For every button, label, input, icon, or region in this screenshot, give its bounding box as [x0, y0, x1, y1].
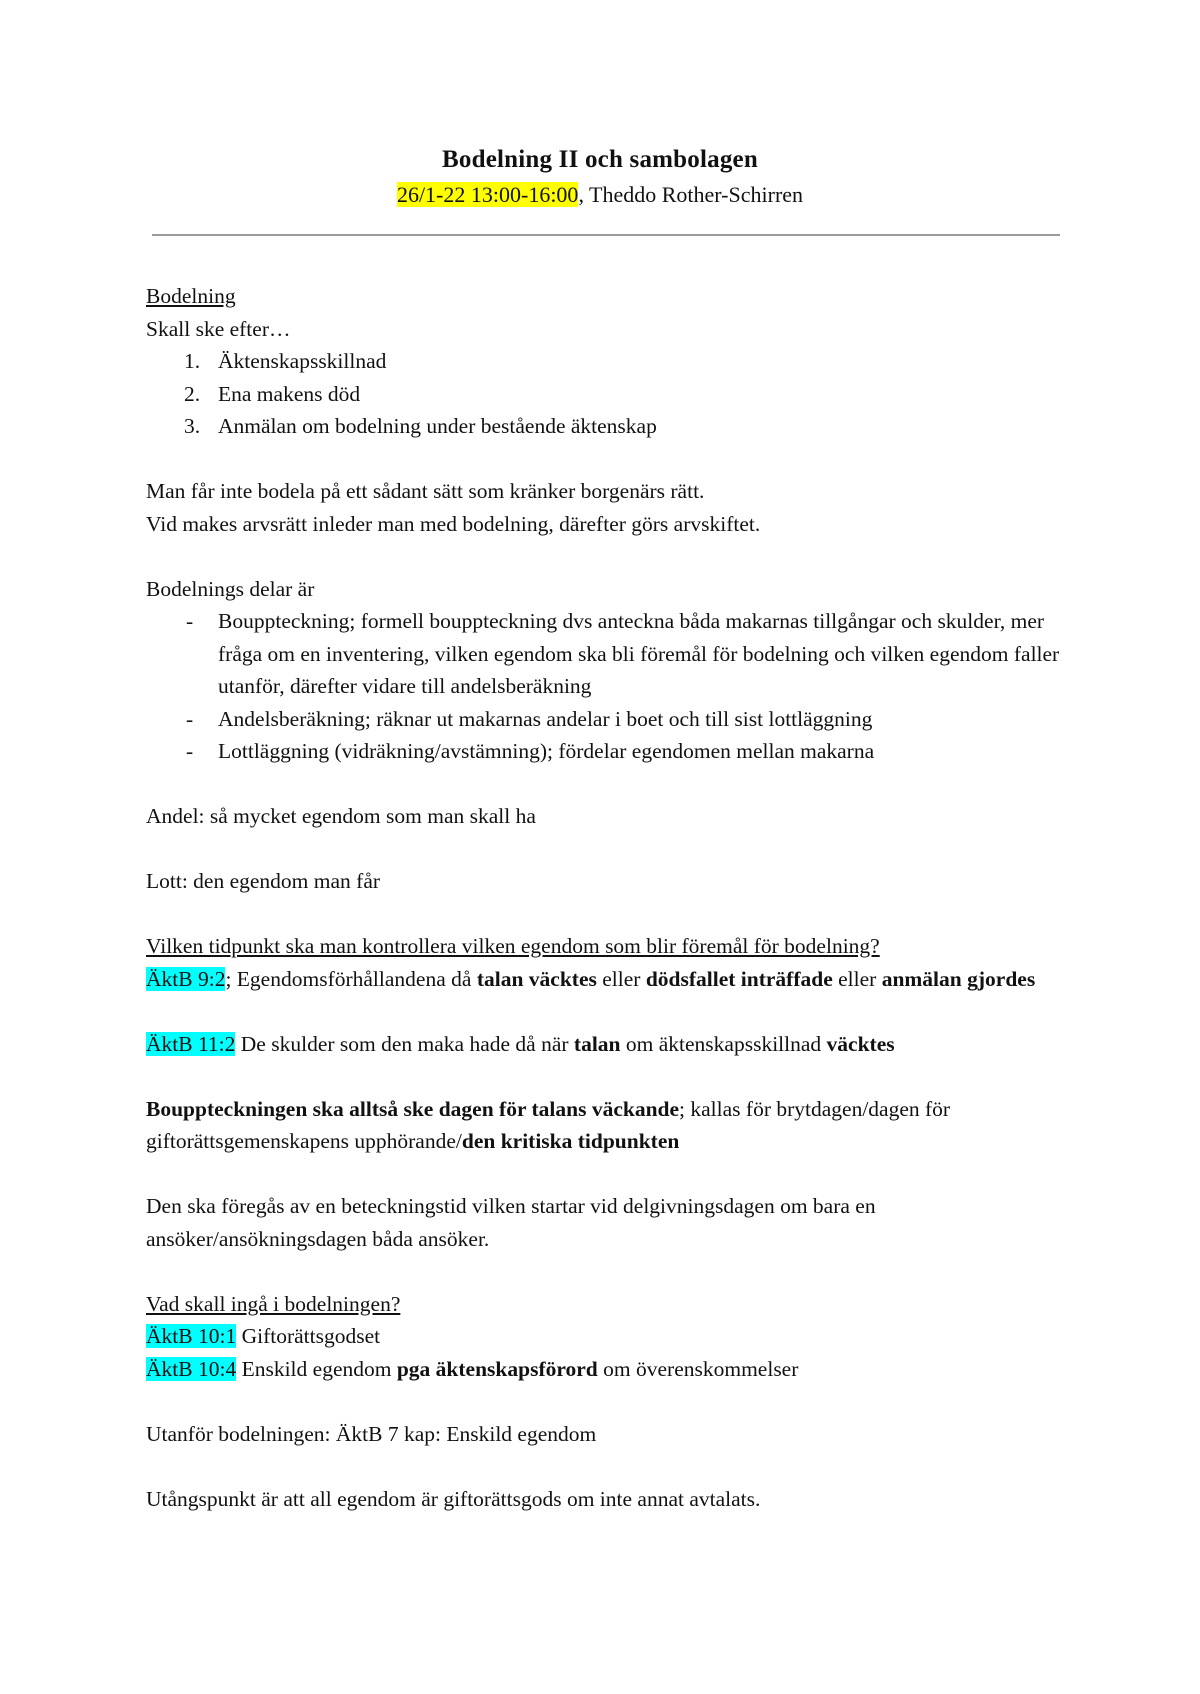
list-item: [146, 735, 1076, 768]
text-run: ; Egendomsförhållandena då: [225, 966, 477, 991]
law-reference: ÄktB 10:1: [146, 1324, 237, 1348]
date-time-highlight: 26/1-22 13:00-16:00: [396, 182, 579, 207]
law-reference: ÄktB 11:2: [146, 1031, 236, 1056]
bold-run: talan: [573, 1031, 621, 1056]
paragraph-aktb-10-1: [146, 1320, 1076, 1353]
list-item-text: Anmälan om bodelning under bestående äktenskap: [218, 414, 657, 438]
text-run: Giftorättsgodset: [236, 1324, 381, 1348]
list-item: [146, 703, 1076, 736]
skall-ske-text: Skall ske efter…: [146, 316, 291, 341]
heading-delar: Bodelnings delar är: [146, 576, 315, 601]
dash-marker: -: [186, 609, 194, 633]
heading-inga: Vad skall ingå i bodelningen?: [146, 1291, 401, 1316]
paragraph-utanfor: Utanför bodelningen: ÄktB 7 kap: Enskild egendom: [146, 1421, 597, 1446]
dash-marker: -: [186, 706, 194, 731]
paragraph-aktb-9-2: [146, 963, 1076, 996]
list-item-text: Ena makens död: [218, 381, 361, 406]
definition-andel: Andel: så mycket egendom som man skall ha: [146, 804, 536, 828]
bold-run: Bouppteckningen ska alltså ske dagen för talans väckande: [146, 1096, 680, 1121]
definition-lott: Lott: den egendom man får: [146, 869, 381, 893]
list-item: [146, 605, 1076, 703]
text-run: eller: [596, 966, 646, 991]
paragraph-utgangspunkt: Utångspunkt är att all egendom är giftorättsgods om inte annat avtalats.: [146, 1486, 761, 1511]
paragraph-beteckningstid: Den ska föregås av en beteckningstid vilken startar vid delgivningsdagen om bara en ansöker/ansökningsdagen båda ansöker.: [146, 1194, 876, 1251]
paragraph-aktb-10-4: [146, 1353, 1076, 1386]
list-number: 2.: [184, 381, 201, 406]
law-reference: ÄktB 10:4: [146, 1356, 237, 1381]
author: , Theddo Rother-Schirren: [578, 182, 804, 207]
list-item: [146, 378, 1076, 411]
numbered-list: [146, 345, 1076, 443]
bold-run: den kritiska tidpunkten: [461, 1129, 680, 1153]
paragraph-borgenar: Man får inte bodela på ett sådant sätt som kränker borgenärs rätt.: [146, 479, 705, 503]
list-item-text: Bouppteckning; formell bouppteckning dvs anteckna båda makarnas tillgångar och skulder, mer fråga om en inventering, vilken egendom ska bli föremål för bodelning och vilken egendom faller utanför, därefter vidare till andelsberäkning: [218, 609, 1060, 698]
paragraph-bouppteckningen: [146, 1093, 1076, 1158]
list-number: 1.: [184, 349, 201, 373]
document-body: [146, 280, 1076, 1515]
bold-run: talan väcktes: [476, 966, 597, 991]
dash-list: [146, 605, 1076, 768]
text-run: om äktenskapsskillnad: [620, 1031, 827, 1056]
paragraph-arvsratt: Vid makes arvsrätt inleder man med bodelning, därefter görs arvskiftet.: [146, 511, 761, 536]
heading-bodelning: Bodelning: [146, 284, 236, 308]
dash-marker: -: [186, 739, 194, 763]
paragraph-aktb-11-2: [146, 1028, 1076, 1061]
bold-run: väcktes: [826, 1031, 895, 1056]
list-item-text: Andelsberäkning; räknar ut makarnas andelar i boet och till sist lottläggning: [218, 706, 873, 731]
text-run: De skulder som den maka hade då när: [235, 1031, 574, 1056]
document-title: Bodelning II och sambolagen: [442, 146, 758, 173]
text-run: ; kallas för brytdagen/dagen för giftorättsgemenskapens upphörande/: [146, 1096, 951, 1153]
list-item: [146, 345, 1076, 378]
document-subtitle: [0, 182, 1200, 208]
text-run: Enskild egendom: [236, 1356, 397, 1381]
horizontal-rule: [152, 234, 1060, 236]
text-run: eller: [832, 966, 882, 991]
bold-run: dödsfallet inträffade: [645, 966, 833, 991]
bold-run: pga äktenskapsförord: [396, 1356, 598, 1381]
list-item: [146, 410, 1076, 443]
text-run: om överenskommelser: [597, 1356, 799, 1381]
list-item-text: Lottläggning (vidräkning/avstämning); fördelar egendomen mellan makarna: [218, 739, 875, 763]
list-item-text: Äktenskapsskillnad: [218, 349, 387, 373]
list-number: 3.: [184, 414, 201, 438]
law-reference: ÄktB 9:2: [146, 966, 226, 991]
heading-tidpunkt: Vilken tidpunkt ska man kontrollera vilken egendom som blir föremål för bodelning?: [146, 934, 880, 958]
bold-run: anmälan gjordes: [881, 966, 1036, 991]
